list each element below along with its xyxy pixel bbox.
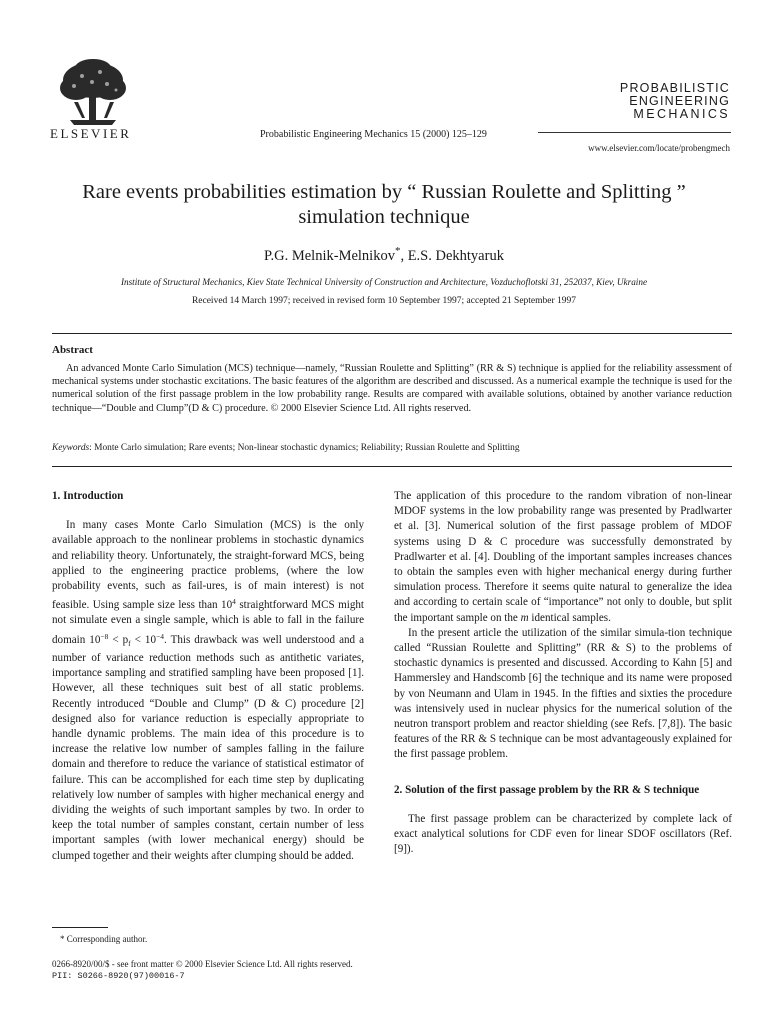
- p1-part-a: In many cases Monte Carlo Simulation (MCS) is the only available approach to the nonlinear problems in stochastic dynamics and reliability theory. Unfortunately, the straight-forward MCS, being applied to the engineering practice problems, (where the low probability events, such as fail-ures, is of main interest) is not feasible. Using sample size less than 10: [52, 519, 364, 612]
- p1-sup-2: −8: [100, 631, 109, 641]
- p1-sub: f: [128, 638, 131, 648]
- p1-part-c: < p: [108, 633, 129, 646]
- p1-part-b: straightforward MCS might not simulate even a single sample, which is able to fall in the failure domain 10: [52, 599, 365, 646]
- pii-line: PII: S0266-8920(97)00016-7: [52, 971, 185, 981]
- p2-end: identical samples.: [528, 611, 611, 624]
- keywords-list: : Monte Carlo simulation; Rare events; Non-linear stochastic dynamics; Reliability; Russian Roulette and Splitting: [89, 443, 520, 453]
- header-divider: [538, 132, 731, 133]
- p2-text: The application of this procedure to the random vibration of non-linear MDOF systems in the low probability range was presented by Pradlwarter et al. [3]. Numerical solution of the first passage problem of MDOF systems using D & C procedure was successfully demonstrated by Pradlwarter et al. [4]. Doubling of the important samples increases chances to obtain the samples even with higher mechanical energy during further simulation process. Therefore it seems quite natural to generalize the idea and according to certain scale of “importance” not only to double, but split the important sample on the: [394, 490, 732, 624]
- corresponding-author-mark[interactable]: *: [394, 245, 401, 257]
- section-2-heading: 2. Solution of the first passage problem by the RR & S technique: [394, 783, 700, 796]
- journal-header: [0, 0, 768, 160]
- p2-m: m: [520, 611, 529, 624]
- p1-sup-1: 4: [232, 597, 236, 607]
- left-column: [52, 489, 364, 864]
- author-1: P.G. Melnik-Melnikov: [264, 247, 395, 264]
- right-column: [394, 489, 732, 857]
- received-dates: Received 14 March 1997; received in revised form 10 September 1997; accepted 21 September 1997: [191, 296, 577, 306]
- author-2: E.S. Dekhtyaruk: [407, 247, 504, 264]
- intro-paragraph-1: [52, 518, 364, 864]
- keywords-label: Keywords: [52, 443, 90, 453]
- p1-part-e: . This drawback was well understood and a number of variance reduction methods such as antithetic variates, importance sampling and stratified sampling have been proposed [1]. However, all these techniques suit best of all static problems. Recently introduced “Double and Clump” (D & C) procedure [2] designed also for variance reduction is especially appropriate to handle dynamic problems. The main idea of this procedure is to increase the relative low number of samples falling in the failure domain and therefore to reduce the variance of statistical estimator of failure. This can be accomplished for each time step by duplicating relatively low number of samples with higher mechanical energy and dividing the weights of such important samples by two. In order to keep the total number of samples constant, certain number of less important samples (with lower mechanical energy) should be clumped together and their weights after clumping should be added.: [52, 633, 365, 862]
- publisher-name: ELSEVIER: [50, 126, 132, 141]
- copyright-line: 0266-8920/00/$ - see front matter © 2000 Elsevier Science Ltd. All rights reserved.: [52, 959, 353, 969]
- journal-reference: Probabilistic Engineering Mechanics 15 (2000) 125–129: [260, 129, 487, 140]
- abstract-text: An advanced Monte Carlo Simulation (MCS) technique—namely, “Russian Roulette and Splitting” (RR & S) technique is applied for the reliability assessment of mechanical systems under stochastic excitations. The basic features of the algorithm are described and discussed. As a numerical example the technique is used for the numerical solution of the first passage problem in the low probability range. Results are compared with available solutions, obtained by another variance reduction technique—“Double and Clump”(D & C) procedure. © 2000 Elsevier Science Ltd. All rights reserved.: [52, 363, 732, 414]
- intro-paragraph-3: In the present article the utilization of the similar simula-tion technique called “Russian Roulette and Splitting” (RR & S) to the problems of stochastic dynamics is presented and discussed. According to Kahn [5] and Hammersley and Handscomb [6] the technique and its name were proposed by von Neumann and Ulam in 1945. In the fifties and sixties the procedure was intensively used in nuclear physics for the numerical solution of the neutron transport problem and reactor shielding (see Refs. [7,8]). The basic features of the RR & S technique can be most advantageously explained for the first passage problem.: [394, 626, 732, 761]
- abstract-heading: Abstract: [52, 344, 93, 356]
- abstract-bottom-divider: [52, 466, 732, 467]
- copyright-block: [52, 958, 353, 982]
- brand-line-1: PROBABILISTIC: [619, 81, 730, 95]
- section-2-paragraph-1: The first passage problem can be characterized by complete lack of exact analytical solutions for CDF even for linear SDOF oscillators (Ref. [9]).: [394, 812, 732, 856]
- article-title: [40, 180, 728, 230]
- title-line-1: Rare events probabilities estimation by “ Russian Roulette and Splitting ”: [82, 181, 686, 203]
- intro-paragraph-2: [394, 489, 732, 626]
- p1-part-d: < 10: [130, 633, 157, 646]
- footnote-corresponding-author: * Corresponding author.: [60, 934, 148, 944]
- affiliation: Institute of Structural Mechanics, Kiev State Technical University of Construction and Architecture, Vozduchoflotski 31, 252037, Kiev, Ukraine: [120, 277, 648, 287]
- brand-line-3: MECHANICS: [633, 107, 730, 121]
- journal-url-link[interactable]: www.elsevier.com/locate/probengmech: [588, 143, 730, 153]
- abstract-top-divider: [52, 333, 732, 334]
- section-1-heading: 1. Introduction: [52, 490, 124, 502]
- keywords: [52, 443, 732, 453]
- footnote-divider: [52, 927, 108, 928]
- title-line-2: simulation technique: [298, 206, 470, 228]
- journal-brand: [620, 82, 730, 121]
- author-separator: ,: [400, 247, 408, 264]
- brand-line-2: ENGINEERING: [629, 94, 730, 108]
- author-list: [40, 245, 728, 265]
- p1-sup-3: −4: [156, 631, 165, 641]
